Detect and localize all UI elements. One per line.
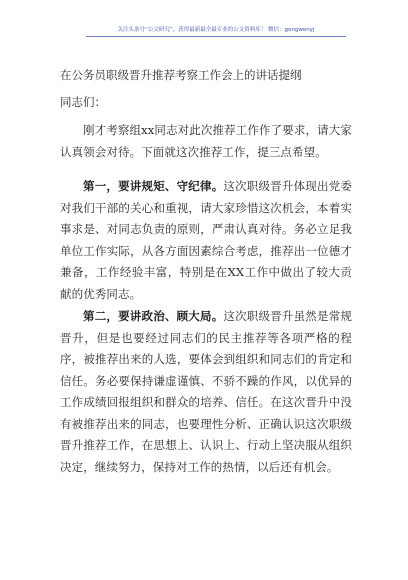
paragraph-point-1-heading: 第一，要讲规矩、守纪律。: [83, 179, 224, 193]
greeting: 同志们：: [60, 95, 106, 109]
paragraph-point-1: [60, 176, 352, 305]
paragraph-point-2-heading: 第二，要讲政治、顾大局。: [83, 309, 224, 323]
paragraph-point-2: [60, 306, 352, 478]
document-title: 在公务员职级晋升推荐考察工作会上的讲话提纲: [60, 68, 302, 82]
paragraph-intro-text: 刚才考察组xx同志对此次推荐工作作了要求，请大家认真领会对待。下面就这次推荐工作，提三点希望。: [60, 123, 352, 159]
paragraph-point-2-text: 这次职级晋升虽然是常规晋升，但是也要经过同志们的民主推荐等各项严格的程序，被推荐出来的人选，要体会到组织和同志们的肯定和信任。务必要保持谦虚谨慎、不骄不躁的作风，以优异的工作成绩回报组织和群众的培养、信任。在这次晋升中没有被推荐出来的同志，也要理性分析、正确认识这次职级晋升推荐工作，在思想上、认识上、行动上坚决服从组织决定，继续努力，保持对工作的热情，以后还有机会。: [60, 309, 352, 474]
paragraph-intro: [60, 120, 352, 163]
paragraph-point-1-text: 这次职级晋升体现出党委对我们干部的关心和重视，请大家珍惜这次机会，本着实事求是、对同志负责的原则，严肃认真对待。务必立足我单位工作实际，从各方面因素综合考虑，推荐出一位德才兼备，工作经验丰富，特别是在XX工作中做出了较大贡献的优秀同志。: [60, 179, 352, 301]
top-banner: 关注头条号“公文研究”，获得最新最全最专业的公文资料库！ 微信：gongwenyj: [96, 26, 336, 34]
